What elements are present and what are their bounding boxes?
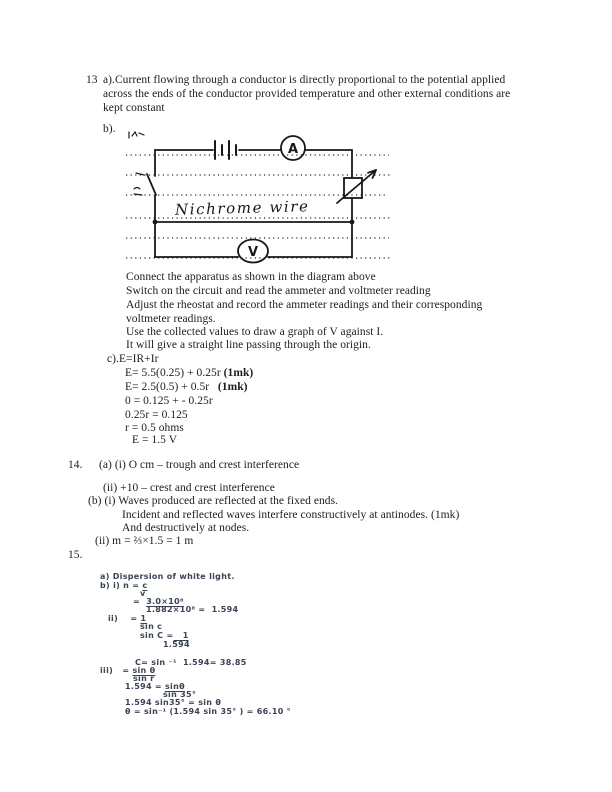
procedure-line: Connect the apparatus as shown in the diagram above: [126, 271, 376, 283]
q15-line: [100, 572, 235, 581]
q13a-line: kept constant: [103, 102, 165, 114]
q15-text: iii) =: [100, 666, 133, 675]
procedure-line: Adjust the rheostat and record the ammeter readings and their corresponding: [126, 299, 483, 311]
q15-text: 1.594 =: [125, 682, 165, 691]
equation-text: E= 5.5(0.25) + 0.25r: [125, 367, 224, 379]
procedure-line: It will give a straight line passing through the origin.: [126, 339, 371, 351]
q14-line: (ii) +10 – crest and crest interference: [103, 482, 275, 494]
circuit-wires: [129, 132, 376, 263]
procedure-line: voltmeter readings.: [126, 313, 216, 325]
circuit-diagram: [123, 128, 415, 270]
q15-text: ii) =: [108, 614, 141, 623]
q15-text: 1.594 sin35° = sin θ: [125, 698, 222, 707]
equation-line: [125, 409, 188, 422]
q15-underlined: 1: [173, 631, 189, 640]
q15-underlined: 3.0×10⁸: [146, 597, 184, 606]
mark-allocation: (1mk): [223, 367, 254, 379]
nichrome-wire-label: Nichrome wire: [174, 197, 310, 219]
q14-line: Incident and reflected waves interfere constructively at antinodes. (1mk): [122, 509, 460, 521]
q15-underlined: sin θ: [132, 666, 156, 675]
q13a-line: a).Current flowing through a conductor is directly proportional to the potential applied: [103, 74, 506, 86]
q15-text: =: [133, 597, 147, 606]
q15-text: 1.882×10⁸ = 1.594: [146, 605, 239, 614]
q13a-line: across the ends of the conductor provided temperature and other external conditions are: [103, 88, 511, 100]
q15-text: sin c: [140, 622, 163, 631]
q15-text: sin r: [133, 674, 155, 683]
q13b-label: b).: [103, 123, 116, 135]
q15-line: [163, 640, 190, 649]
equation-text: E = 1.5 V: [132, 434, 178, 446]
q14-line: (b) (i) Waves produced are reflected at the fixed ends.: [88, 495, 339, 507]
ammeter-label: A: [287, 142, 299, 157]
q15-line: [125, 707, 291, 716]
q15-line: [125, 698, 221, 707]
q15-text: v: [140, 589, 146, 598]
q15-line: [146, 605, 238, 614]
q14-number: 14.: [68, 459, 83, 471]
switch-icon: [147, 174, 156, 195]
q15-text: C= sin ⁻¹ 1.594= 38.85: [135, 658, 247, 667]
procedure-line: Use the collected values to draw a graph of V against I.: [126, 326, 384, 338]
equation-text: r = 0.5 ohms: [125, 422, 184, 434]
equation-line: [125, 395, 213, 408]
q14-line: (ii) m = ⅔×1.5 = 1 m: [95, 535, 194, 547]
q15-line: [140, 631, 189, 640]
q15-text: sin 35°: [163, 690, 197, 699]
equation-line: [125, 367, 253, 380]
equation-text: E= 2.5(0.5) + 0.5r: [125, 381, 218, 393]
q15-underlined: sinθ: [164, 682, 185, 691]
equation-line: [125, 381, 248, 394]
q14-line: (a) (i) O cm – trough and crest interference: [99, 459, 300, 471]
pen-scribble: [134, 173, 144, 195]
equation-text: 0.25r = 0.125: [125, 409, 188, 421]
q15-text: a) Dispersion of white light.: [100, 572, 235, 581]
mark-allocation: (1mk): [217, 381, 248, 393]
q15-line: [140, 622, 162, 631]
equation-text: 0 = 0.125 + - 0.25r: [125, 395, 213, 407]
voltmeter-label: V: [247, 245, 259, 260]
q13c-header: c).E=IR+Ir: [107, 353, 159, 365]
equation-line: [132, 434, 177, 447]
q14-line: And destructively at nodes.: [122, 522, 250, 534]
q15-text: 1.594: [163, 640, 190, 649]
q15-text: b) i) n =: [100, 581, 143, 590]
q15-text: θ = sin⁻¹ (1.594 sin 35° ) = 66.10 °: [125, 707, 291, 716]
q15-number: 15.: [68, 549, 83, 561]
pen-scribble: [129, 132, 144, 138]
q15-text: sin C =: [140, 631, 174, 640]
q13-number: 13: [86, 74, 98, 86]
q15-underlined: c: [142, 581, 148, 590]
battery-symbol: [215, 141, 236, 159]
q15-underlined: 1: [140, 614, 147, 623]
procedure-line: Switch on the circuit and read the ammeter and voltmeter reading: [126, 285, 431, 297]
